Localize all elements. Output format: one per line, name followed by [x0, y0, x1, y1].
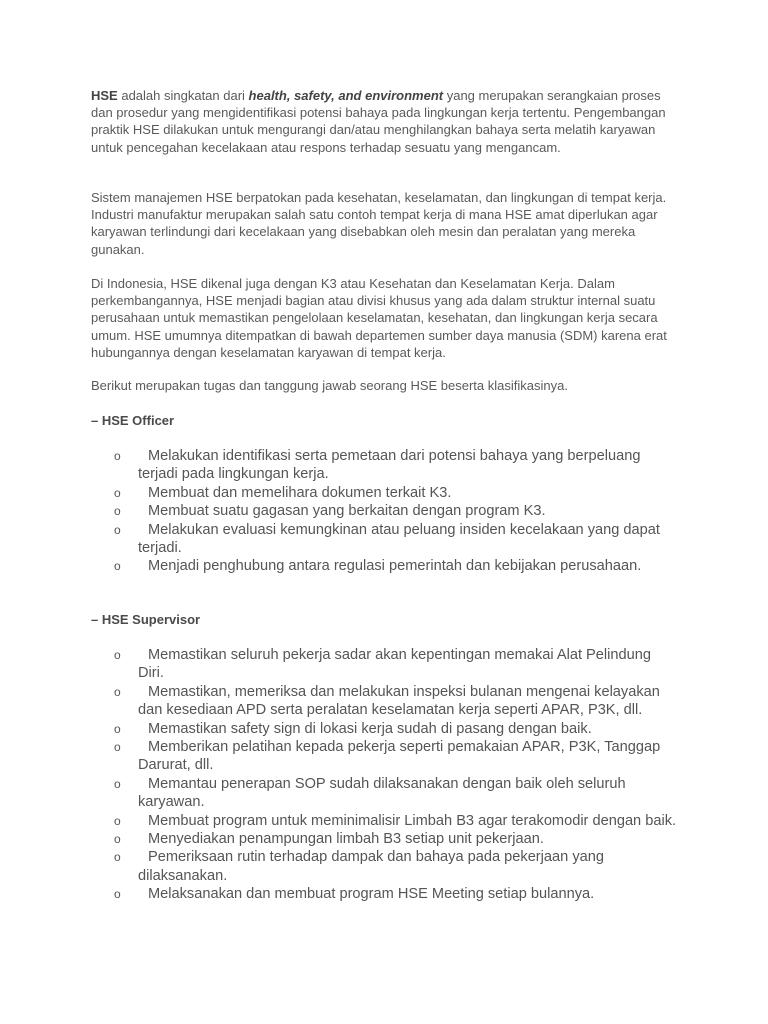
supervisor-item-text: Pemeriksaan rutin terhadap dampak dan bahaya pada pekerjaan yang dilaksanakan.: [138, 849, 604, 884]
officer-item-text: Melakukan identifikasi serta pemetaan dari potensi bahaya yang berpeluang terjadi pada lingkungan kerja.: [138, 448, 641, 483]
officer-item-text: Membuat suatu gagasan yang berkaitan dengan program K3.: [148, 503, 546, 520]
bullet-marker: o: [114, 559, 121, 574]
list-intro-paragraph: Berikut merupakan tugas dan tanggung jawab seorang HSE beserta klasifikasinya.: [91, 378, 568, 393]
supervisor-item-text: Membuat program untuk meminimalisir Limbah B3 agar terakomodir dengan baik.: [148, 812, 677, 829]
supervisor-item-text: Memastikan seluruh pekerja sadar akan kepentingan memakai Alat Pelindung Diri.: [138, 647, 651, 682]
officer-list-item: [0, 521, 768, 558]
supervisor-item-text: Memberikan pelatihan kepada pekerja seperti pemakaian APAR, P3K, Tanggap Darurat, dll.: [138, 739, 661, 774]
officer-heading: – HSE Officer: [91, 413, 175, 428]
supervisor-item-text: Memastikan safety sign di lokasi kerja sudah di pasang dengan baik.: [148, 720, 592, 737]
bullet-marker: o: [114, 449, 121, 463]
intro-term: health, safety, and environment: [248, 88, 444, 103]
bullet-marker: o: [114, 740, 121, 755]
officer-task-list: [0, 447, 768, 576]
officer-list-item: [0, 557, 768, 575]
officer-item-text: Menjadi penghubung antara regulasi pemerintah dan kebijakan perusahaan.: [148, 558, 642, 575]
bullet-marker: o: [114, 721, 121, 736]
bullet-marker: o: [114, 648, 121, 662]
bullet-marker: o: [114, 776, 121, 791]
intro-rest: yang merupakan serangkaian proses dan prosedur yang mengidentifikasi potensi bahaya pada lingkungan kerja tertentu. Pengembangan praktik HSE dilakukan untuk mengurangi dan/atau menghilangkan bahaya serta melatih karyawan untuk pencegahan kecelakaan atau respons terhadap sesuatu yang mengancam.: [91, 88, 666, 155]
officer-list-item: [0, 447, 768, 484]
supervisor-list-item: [0, 683, 768, 720]
bullet-marker: o: [114, 832, 121, 847]
supervisor-list-item: [0, 720, 768, 738]
bullet-marker: o: [114, 850, 121, 865]
officer-list-item: [0, 502, 768, 520]
officer-item-text: Membuat dan memelihara dokumen terkait K3.: [148, 484, 452, 501]
bullet-marker: o: [114, 522, 121, 537]
bullet-marker: o: [114, 813, 121, 828]
supervisor-list-item: [0, 738, 768, 775]
intro-lead-bold: HSE: [91, 88, 118, 103]
supervisor-list-item: [0, 646, 768, 683]
supervisor-list-item: [0, 775, 768, 812]
supervisor-list-item: [0, 812, 768, 830]
intro-paragraph: [91, 87, 677, 156]
supervisor-list-item: [0, 848, 768, 885]
supervisor-item-text: Melaksanakan dan membuat program HSE Meeting setiap bulannya.: [148, 886, 595, 903]
bullet-marker: o: [114, 887, 121, 902]
supervisor-task-list: [0, 646, 768, 904]
officer-list-item: [0, 484, 768, 502]
supervisor-heading: – HSE Supervisor: [91, 612, 201, 627]
supervisor-list-item: [0, 885, 768, 903]
supervisor-item-text: Menyediakan penampungan limbah B3 setiap unit pekerjaan.: [148, 831, 544, 848]
indonesia-paragraph: Di Indonesia, HSE dikenal juga dengan K3 atau Kesehatan dan Keselamatan Kerja. Dalam perkembangannya, HSE menjadi bagian atau divisi khusus yang ada dalam struktur internal suatu perusahaan untuk memastikan pengelolaan keselamatan, kesehatan, dan lingkungan kerja secara umum. HSE umumnya ditempatkan di bawah departemen sumber daya manusia (SDM) karena erat hubungannya dengan keselamatan karyawan di tempat kerja.: [91, 276, 667, 360]
supervisor-list-item: [0, 830, 768, 848]
bullet-marker: o: [114, 684, 121, 699]
officer-item-text: Melakukan evaluasi kemungkinan atau peluang insiden kecelakaan yang dapat terjadi.: [138, 521, 660, 557]
intro-lead-text: adalah singkatan dari: [117, 88, 249, 103]
bullet-marker: o: [114, 485, 121, 500]
bullet-marker: o: [114, 504, 121, 519]
supervisor-item-text: Memantau penerapan SOP sudah dilaksanakan dengan baik oleh seluruh karyawan.: [138, 775, 626, 811]
supervisor-item-text: Memastikan, memeriksa dan melakukan inspeksi bulanan mengenai kelayakan dan kesediaan APD serta peralatan keselamatan kerja seperti APAR, P3K, dll.: [138, 683, 660, 719]
system-paragraph: Sistem manajemen HSE berpatokan pada kesehatan, keselamatan, dan lingkungan di tempat kerja. Industri manufaktur merupakan salah satu contoh tempat kerja di mana HSE amat diperlukan agar karyawan terlindungi dari kecelakaan yang disebabkan oleh mesin dan peralatan yang mereka gunakan.: [91, 190, 667, 257]
